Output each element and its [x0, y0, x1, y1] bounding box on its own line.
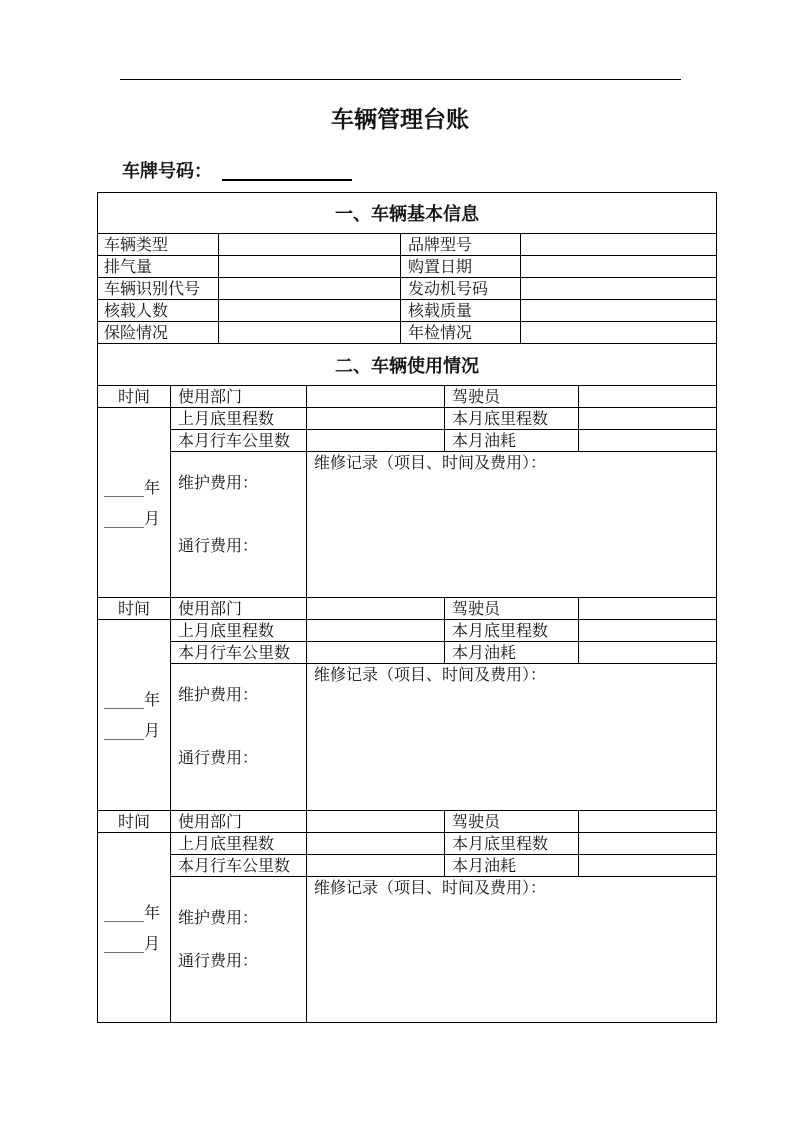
- monthly-distance-value[interactable]: [307, 642, 444, 663]
- costs-cell[interactable]: [171, 664, 306, 810]
- monthly-distance-value[interactable]: [307, 430, 444, 451]
- vehicle-type-label: 车辆类型: [98, 234, 218, 255]
- toll-cost-label: 通行费用：: [178, 748, 259, 767]
- fuel-consumption-label: 本月油耗: [445, 430, 578, 451]
- plate-number-field[interactable]: [222, 166, 352, 181]
- period-cell: [98, 833, 170, 1022]
- driver-value[interactable]: [579, 386, 716, 407]
- last-month-mileage-label: 上月底里程数: [171, 833, 306, 854]
- driver-value[interactable]: [579, 811, 716, 832]
- time-label: 时间: [98, 386, 170, 407]
- maintenance-cost-label: 维护费用：: [178, 685, 259, 704]
- repair-record-label: 维修记录（项目、时间及费用）：: [314, 453, 547, 472]
- purchase-date-value[interactable]: [521, 256, 716, 277]
- department-label: 使用部门: [171, 811, 306, 832]
- driver-label: 驾驶员: [445, 811, 578, 832]
- last-month-mileage-label: 上月底里程数: [171, 408, 306, 429]
- year-blank[interactable]: _____年: [104, 690, 161, 709]
- usage-block: [98, 598, 716, 810]
- period-cell: [98, 620, 170, 810]
- passenger-capacity-label: 核载人数: [98, 300, 218, 321]
- repair-record-label: 维修记录（项目、时间及费用）：: [314, 878, 547, 897]
- this-month-mileage-value[interactable]: [579, 408, 716, 429]
- usage-heading: 二、车辆使用情况: [98, 344, 716, 385]
- last-month-mileage-value[interactable]: [307, 620, 444, 641]
- monthly-distance-label: 本月行车公里数: [171, 855, 306, 876]
- monthly-distance-value[interactable]: [307, 855, 444, 876]
- toll-cost-label: 通行费用：: [178, 951, 259, 970]
- this-month-mileage-label: 本月底里程数: [445, 408, 578, 429]
- annual-inspection-label: 年检情况: [401, 322, 520, 343]
- last-month-mileage-value[interactable]: [307, 833, 444, 854]
- load-capacity-label: 核载质量: [401, 300, 520, 321]
- this-month-mileage-label: 本月底里程数: [445, 833, 578, 854]
- department-value[interactable]: [307, 386, 444, 407]
- month-blank[interactable]: _____月: [104, 509, 161, 528]
- driver-label: 驾驶员: [445, 598, 578, 619]
- driver-value[interactable]: [579, 598, 716, 619]
- displacement-value[interactable]: [219, 256, 400, 277]
- usage-block: [98, 811, 716, 1022]
- displacement-label: 排气量: [98, 256, 218, 277]
- department-label: 使用部门: [171, 598, 306, 619]
- ledger-table: [97, 192, 717, 1023]
- department-value[interactable]: [307, 598, 444, 619]
- toll-cost-label: 通行费用：: [178, 536, 259, 555]
- passenger-capacity-value[interactable]: [219, 300, 400, 321]
- engine-number-value[interactable]: [521, 278, 716, 299]
- department-label: 使用部门: [171, 386, 306, 407]
- costs-cell[interactable]: [171, 452, 306, 597]
- fuel-consumption-value[interactable]: [579, 430, 716, 451]
- month-blank[interactable]: _____月: [104, 934, 161, 953]
- repair-record-cell[interactable]: [307, 452, 716, 597]
- header-rule: [120, 79, 681, 80]
- insurance-label: 保险情况: [98, 322, 218, 343]
- this-month-mileage-value[interactable]: [579, 620, 716, 641]
- brand-model-label: 品牌型号: [401, 234, 520, 255]
- basic-info-grid: [98, 234, 716, 343]
- maintenance-cost-label: 维护费用：: [178, 908, 259, 927]
- monthly-distance-label: 本月行车公里数: [171, 642, 306, 663]
- period-cell: [98, 408, 170, 597]
- year-blank[interactable]: _____年: [104, 478, 161, 497]
- month-blank[interactable]: _____月: [104, 721, 161, 740]
- purchase-date-label: 购置日期: [401, 256, 520, 277]
- time-label: 时间: [98, 811, 170, 832]
- basic-info-heading: 一、车辆基本信息: [98, 193, 716, 233]
- brand-model-value[interactable]: [521, 234, 716, 255]
- annual-inspection-value[interactable]: [521, 322, 716, 343]
- time-label: 时间: [98, 598, 170, 619]
- repair-record-label: 维修记录（项目、时间及费用）：: [314, 665, 547, 684]
- this-month-mileage-label: 本月底里程数: [445, 620, 578, 641]
- department-value[interactable]: [307, 811, 444, 832]
- insurance-value[interactable]: [219, 322, 400, 343]
- costs-cell[interactable]: [171, 877, 306, 1022]
- monthly-distance-label: 本月行车公里数: [171, 430, 306, 451]
- plate-number-label: 车牌号码：: [122, 161, 212, 182]
- vin-label: 车辆识别代号: [98, 278, 218, 299]
- fuel-consumption-value[interactable]: [579, 642, 716, 663]
- driver-label: 驾驶员: [445, 386, 578, 407]
- load-capacity-value[interactable]: [521, 300, 716, 321]
- usage-block: [98, 386, 716, 597]
- last-month-mileage-label: 上月底里程数: [171, 620, 306, 641]
- year-blank[interactable]: _____年: [104, 903, 161, 922]
- fuel-consumption-label: 本月油耗: [445, 642, 578, 663]
- last-month-mileage-value[interactable]: [307, 408, 444, 429]
- repair-record-cell[interactable]: [307, 664, 716, 810]
- maintenance-cost-label: 维护费用：: [178, 473, 259, 492]
- repair-record-cell[interactable]: [307, 877, 716, 1022]
- page-title: 车辆管理台账: [331, 106, 469, 133]
- fuel-consumption-label: 本月油耗: [445, 855, 578, 876]
- engine-number-label: 发动机号码: [401, 278, 520, 299]
- this-month-mileage-value[interactable]: [579, 833, 716, 854]
- vin-value[interactable]: [219, 278, 400, 299]
- fuel-consumption-value[interactable]: [579, 855, 716, 876]
- vehicle-type-value[interactable]: [219, 234, 400, 255]
